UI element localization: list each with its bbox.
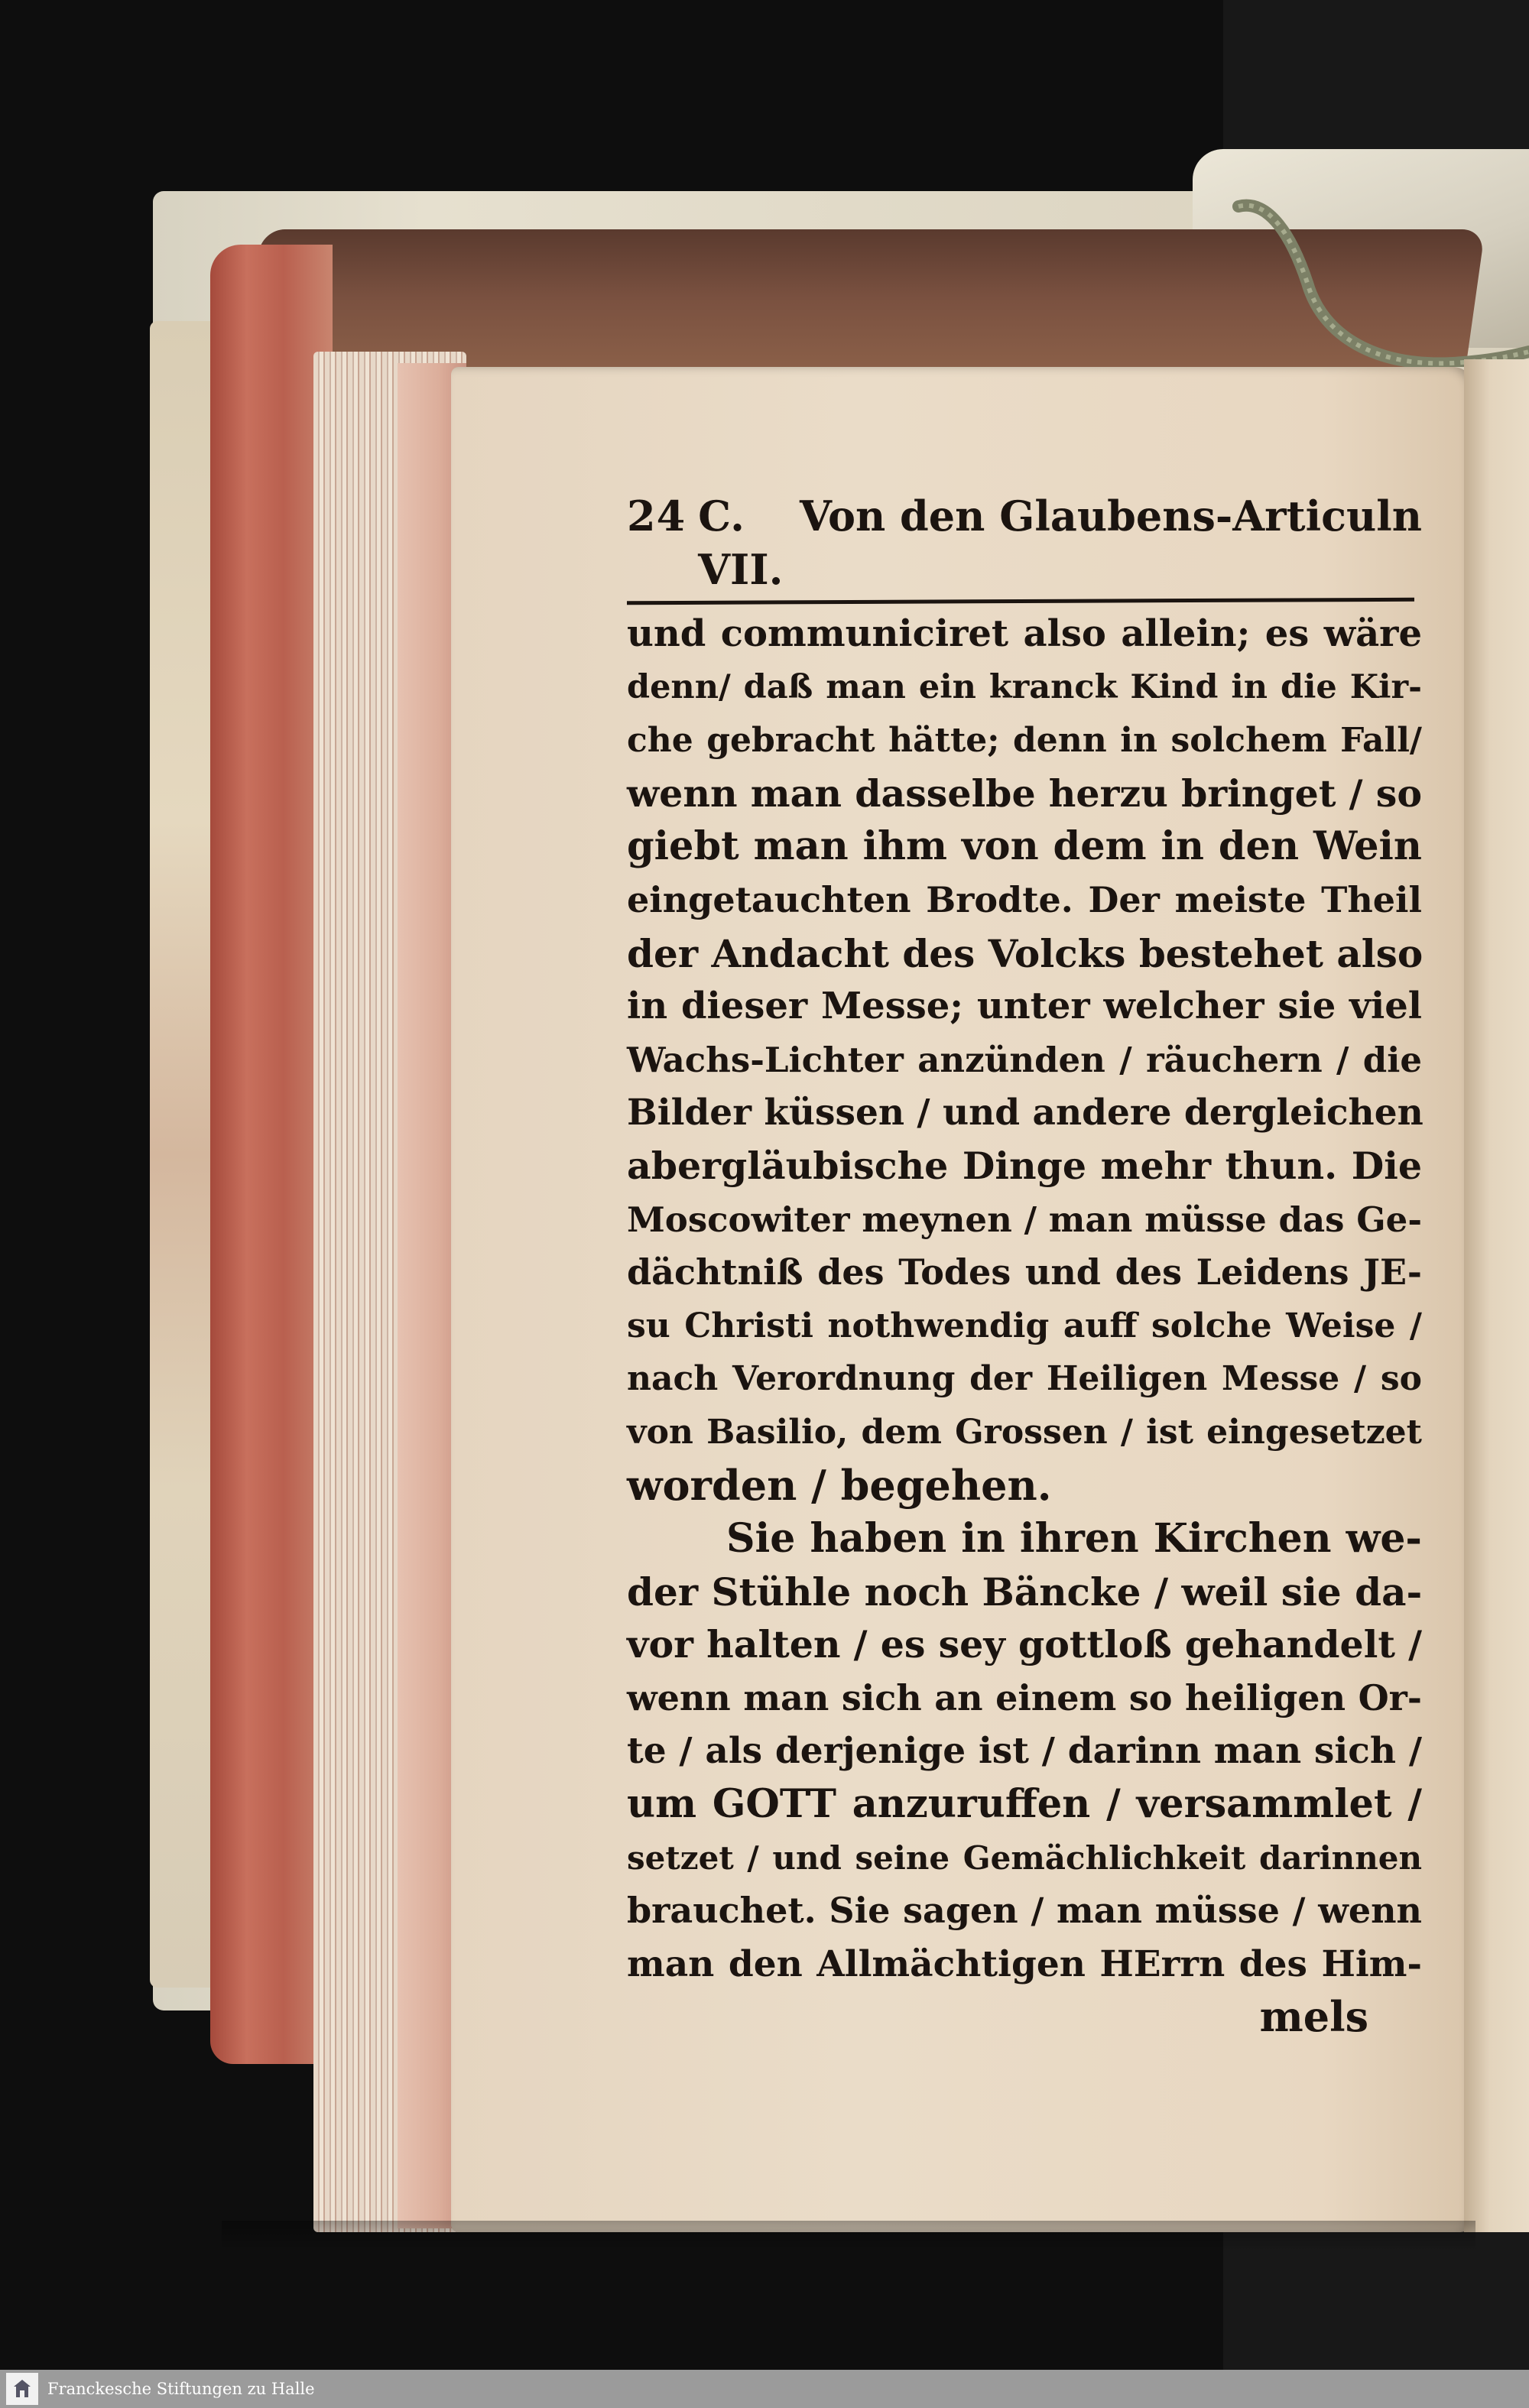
text-line: eingetauchten Brodte. Der meiste Theil bbox=[627, 878, 1422, 920]
text-line: Bilder küssen / und andere dergleichen bbox=[627, 1092, 1423, 1134]
text-line: vor halten / es sey gottloß gehandelt / bbox=[627, 1622, 1422, 1667]
text-line: wenn man dasselbe herzu bringet / so bbox=[627, 771, 1422, 816]
text-line: nach Verordnung der Heiligen Messe / so bbox=[627, 1359, 1422, 1399]
text-line: dächtniß des Todes und des Leidens JE- bbox=[627, 1251, 1422, 1293]
header-rule bbox=[627, 598, 1414, 605]
text-line: te / als derjenige ist / darinn man sich / bbox=[627, 1730, 1422, 1773]
text-line: su Christi nothwendig auff solche Weise / bbox=[627, 1306, 1422, 1345]
text-line: und communiciret also allein; es wäre bbox=[627, 612, 1422, 655]
facing-page-edge bbox=[1464, 359, 1529, 2232]
catchword: mels bbox=[1259, 1992, 1368, 2042]
text-line: Moscowiter meynen / man müsse das Ge- bbox=[627, 1199, 1422, 1240]
text-line: in dieser Messe; unter welcher sie viel bbox=[627, 985, 1422, 1028]
text-line: Wachs-Lichter anzünden / räuchern / die bbox=[627, 1039, 1422, 1080]
text-line: der Andacht des Volcks bestehet also bbox=[627, 930, 1423, 976]
text-line: brauchet. Sie sagen / man müsse / wenn bbox=[627, 1890, 1422, 1932]
running-header bbox=[627, 489, 1422, 596]
paragraph-end-line: worden / begehen. bbox=[627, 1460, 1052, 1510]
page-number: 24 bbox=[627, 492, 687, 540]
text-line: man den Allmächtigen HErrn des Him- bbox=[627, 1942, 1422, 1985]
page-text bbox=[627, 489, 1422, 2044]
text-line: abergläubische Dinge mehr thun. Die bbox=[627, 1143, 1422, 1188]
chapter-label: C. VII. bbox=[698, 492, 784, 594]
text-line: che gebracht hätte; denn in solchem Fall/ bbox=[627, 721, 1422, 761]
foundation-logo-icon[interactable] bbox=[6, 2373, 38, 2405]
text-line: von Basilio, dem Grossen / ist eingesetzet bbox=[627, 1412, 1422, 1452]
text-line: giebt man ihm von dem in den Wein bbox=[627, 823, 1422, 870]
text-line: setzet / und seine Gemächlichkeit darinnen bbox=[627, 1838, 1422, 1877]
text-line: der Stühle noch Bäncke / weil sie da- bbox=[627, 1569, 1423, 1615]
text-line: um GOTT anzuruffen / versammlet / bbox=[627, 1781, 1422, 1828]
footer-institution-label[interactable]: Franckesche Stiftungen zu Halle bbox=[47, 2380, 315, 2398]
text-line: denn/ daß man ein kranck Kind in die Kir- bbox=[627, 667, 1422, 706]
bookmark-cord-icon bbox=[1223, 191, 1529, 367]
running-title: Von den Glaubens-Articuln bbox=[800, 492, 1422, 540]
text-line: wenn man sich an einem so heiligen Or- bbox=[627, 1676, 1422, 1718]
paragraph-start-line: Sie haben in ihren Kirchen we- bbox=[726, 1515, 1422, 1563]
page-shadow bbox=[222, 2221, 1475, 2251]
footer-bar bbox=[0, 2370, 1529, 2408]
